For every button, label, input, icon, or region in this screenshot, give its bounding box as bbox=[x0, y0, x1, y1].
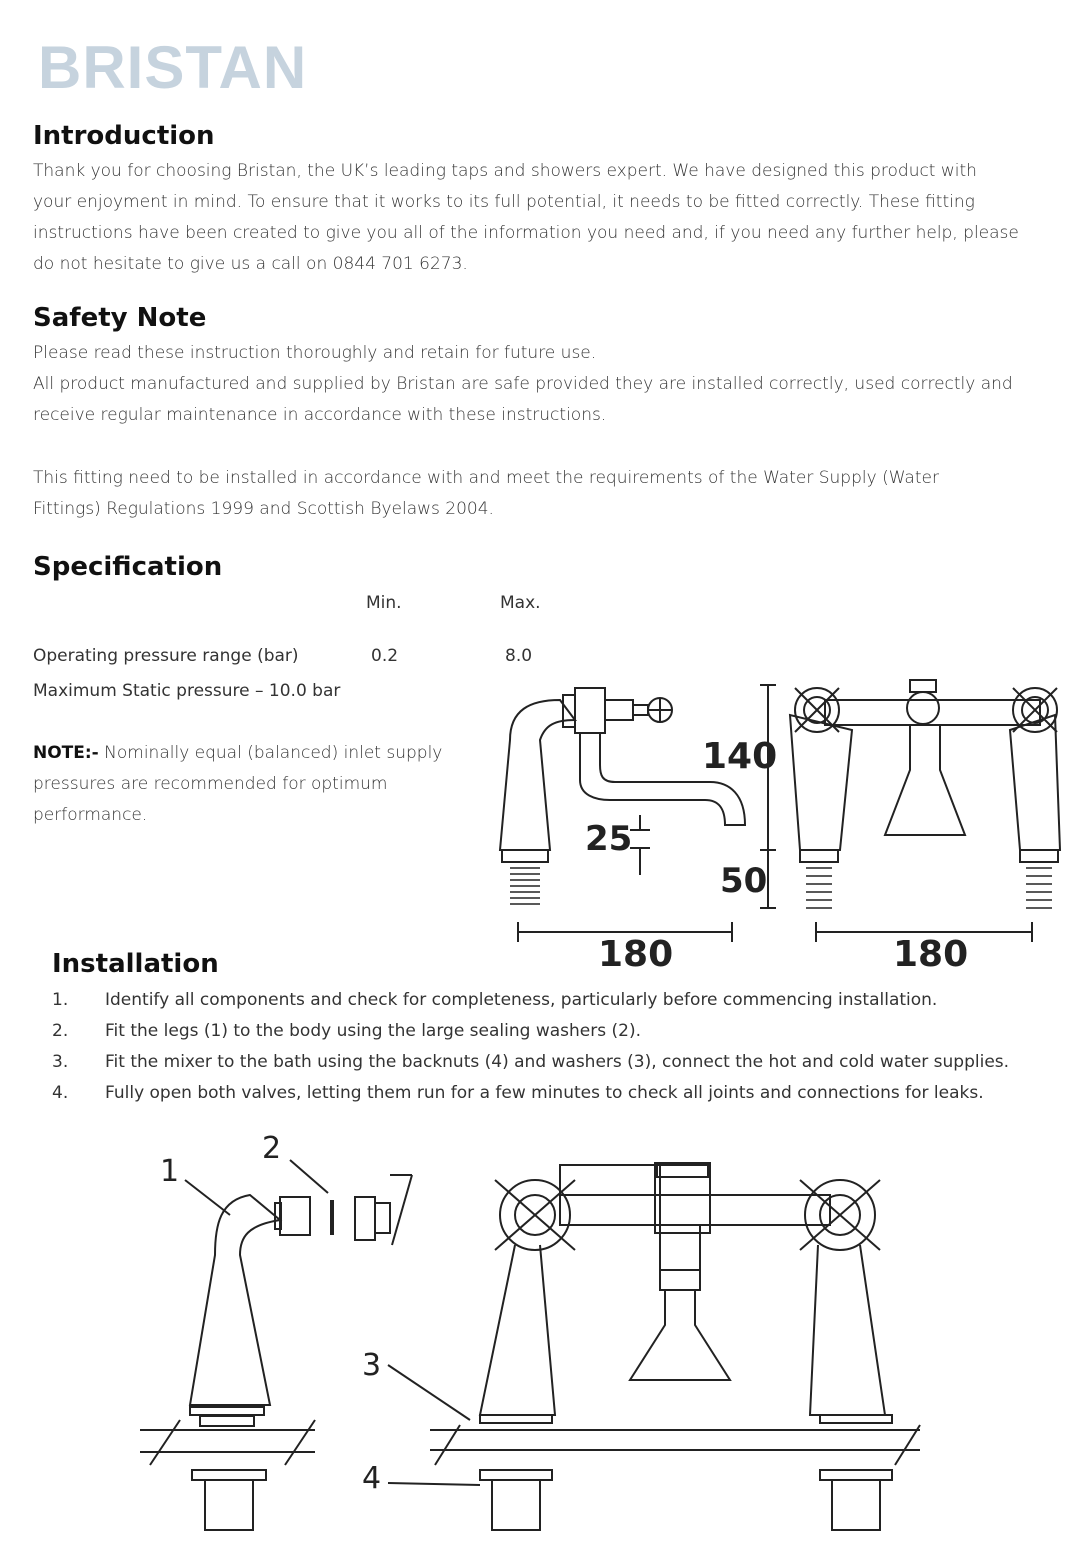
dimension-diagram bbox=[480, 670, 1070, 980]
body-stub bbox=[355, 1197, 390, 1240]
installation-heading: Installation bbox=[52, 949, 219, 979]
installation-diagram bbox=[130, 1125, 930, 1545]
spec-max-header: Max. bbox=[500, 593, 541, 613]
spec-max-value: 8.0 bbox=[505, 646, 533, 666]
regulations-text: This fitting need to be installed in accordance with and meet the requirements of the Water Supply (Water Fittings) Regulations 1999 and Scottish Byelaws 2004. bbox=[33, 468, 939, 519]
safety-note-text: Please read these instruction thoroughly and retain for future use. All product manufactured and supplied by Bristan are safe provided they are installed correctly, used correctly and receive regular maintenance in accordance with these instructions. bbox=[33, 343, 1013, 425]
dim-width-side: 180 bbox=[598, 934, 674, 975]
dim-leg: 50 bbox=[720, 861, 768, 901]
spec-min-value: 0.2 bbox=[371, 646, 399, 666]
callout-1: 1 bbox=[160, 1154, 180, 1189]
note-label: NOTE:- bbox=[33, 743, 99, 763]
callout-3: 3 bbox=[362, 1348, 382, 1383]
introduction-heading: Introduction bbox=[33, 121, 215, 151]
spec-row-label: Operating pressure range (bar) bbox=[33, 646, 299, 666]
installation-step: 3. Fit the mixer to the bath using the backnuts (4) and washers (3), connect the hot and cold water supplies. bbox=[52, 1052, 1010, 1072]
spec-note: NOTE:- Nominally equal (balanced) inlet supply pressures are recommended for optimum performance. bbox=[33, 743, 443, 825]
installation-step: 2. Fit the legs (1) to the body using the large sealing washers (2). bbox=[52, 1021, 641, 1041]
dim-height: 140 bbox=[702, 736, 778, 777]
spec-static-pressure: Maximum Static pressure – 10.0 bar bbox=[33, 681, 341, 701]
introduction-text: Thank you for choosing Bristan, the UK’s leading taps and showers expert. We have designed this product with your enjoyment in mind. To ensure that it works to its full potential, it needs to be fitted correctly. These fitting instructions have been created to give you all of the information you need and, if you need any further help, please do not hesitate to give us a call on 0844 701 6273. bbox=[33, 161, 1019, 274]
front-view-spout bbox=[885, 725, 965, 835]
dim-spout: 25 bbox=[585, 819, 633, 859]
callout-4: 4 bbox=[362, 1461, 382, 1496]
installation-step: 1. Identify all components and check for completeness, particularly before commencing installation. bbox=[52, 990, 938, 1010]
leg-part bbox=[190, 1195, 280, 1405]
spec-min-header: Min. bbox=[366, 593, 402, 613]
installation-step: 4. Fully open both valves, letting them run for a few minutes to check all joints and connections for leaks. bbox=[52, 1083, 984, 1103]
dim-width-front: 180 bbox=[893, 934, 969, 975]
installation-steps bbox=[52, 985, 1062, 1109]
mixer-spout bbox=[630, 1290, 730, 1380]
callout-2: 2 bbox=[262, 1131, 282, 1166]
bristan-logo: BRISTAN bbox=[38, 34, 308, 101]
safety-note-heading: Safety Note bbox=[33, 303, 207, 333]
specification-heading: Specification bbox=[33, 552, 223, 582]
